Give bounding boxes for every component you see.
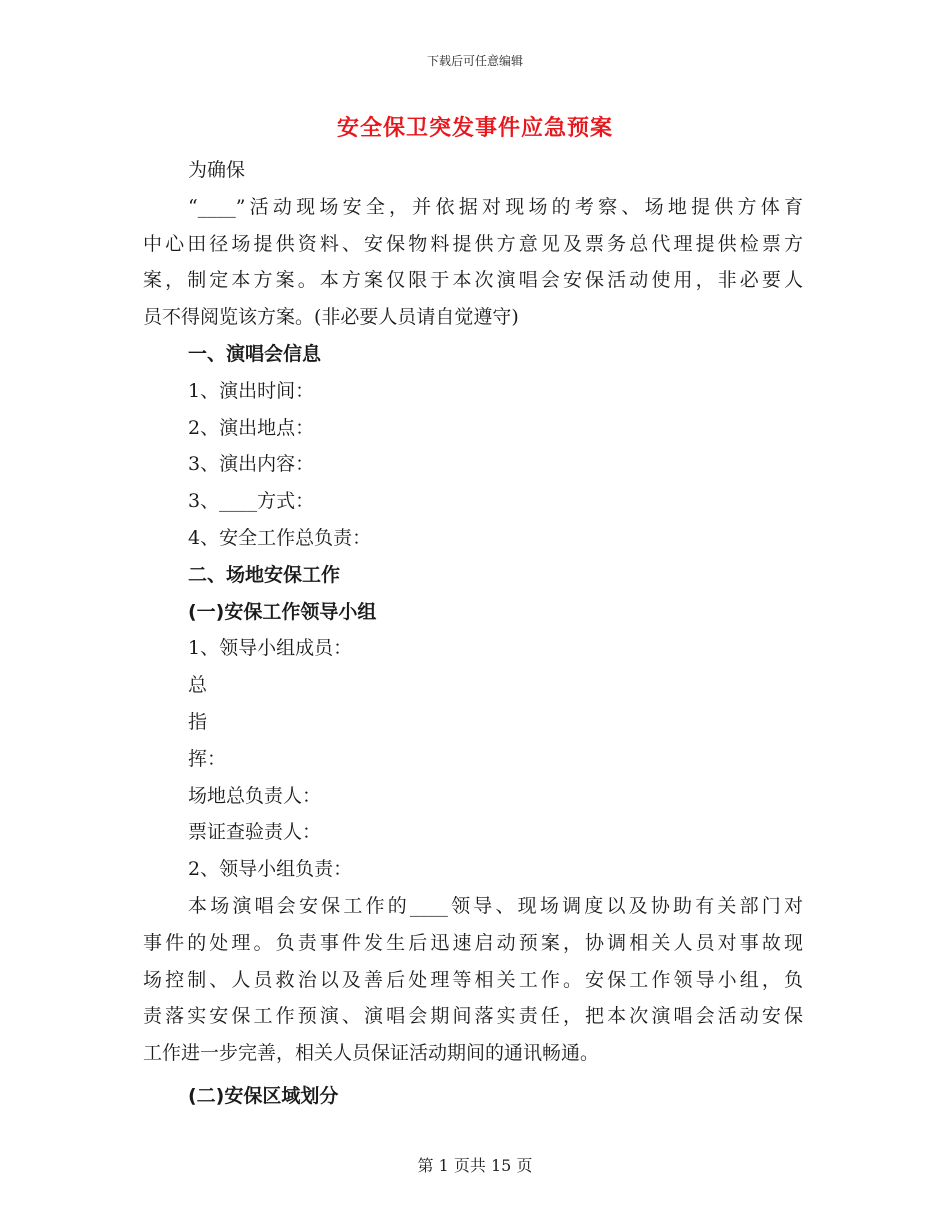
subsection-heading: (一)安保工作领导小组 bbox=[188, 600, 377, 623]
subsection-heading: (二)安保区域划分 bbox=[188, 1084, 339, 1107]
page-header: 下载后可任意编辑 bbox=[426, 54, 523, 68]
list-item: 3、____方式： bbox=[188, 490, 315, 513]
paragraph-line: 指 bbox=[188, 710, 208, 733]
section-heading: 二、场地安保工作 bbox=[188, 563, 341, 586]
paragraph-line: 案，制定本方案。本方案仅限于本次演唱会安保活动使用，非必要人 bbox=[143, 269, 803, 292]
list-item: 2、演出地点： bbox=[188, 416, 315, 439]
page-footer: 第 1 页共 15 页 bbox=[417, 1156, 533, 1175]
paragraph-line: 场控制、人员救治以及善后处理等相关工作。安保工作领导小组，负 bbox=[143, 968, 803, 991]
paragraph-line: 工作进一步完善，相关人员保证活动期间的通讯畅通。 bbox=[143, 1042, 600, 1065]
paragraph-line: 中心田径场提供资料、安保物料提供方意见及票务总代理提供检票方 bbox=[143, 232, 803, 255]
list-item: 4、安全工作总负责： bbox=[188, 526, 372, 549]
list-item: 1、演出时间： bbox=[188, 379, 315, 402]
document-title: 安全保卫突发事件应急预案 bbox=[336, 116, 613, 141]
list-item: 3、演出内容： bbox=[188, 453, 315, 476]
paragraph-line: 挥： bbox=[188, 747, 227, 770]
paragraph-line: 票证查验责人： bbox=[188, 821, 322, 844]
paragraph-line: 事件的处理。负责事件发生后迅速启动预案，协调相关人员对事故现 bbox=[143, 931, 803, 954]
section-heading: 一、演唱会信息 bbox=[188, 342, 322, 365]
list-item: 2、领导小组负责： bbox=[188, 858, 353, 881]
paragraph-line: “____”活动现场安全，并依据对现场的考察、场地提供方体育 bbox=[188, 195, 803, 218]
paragraph-line: 场地总负责人： bbox=[188, 784, 322, 807]
paragraph-line: 总 bbox=[188, 674, 208, 697]
document-body bbox=[143, 152, 803, 1115]
paragraph-line: 本场演唱会安保工作的____领导、现场调度以及协助有关部门对 bbox=[188, 894, 803, 917]
paragraph-line: 责落实安保工作预演、演唱会期间落实责任，把本次演唱会活动安保 bbox=[143, 1005, 803, 1028]
list-item: 1、领导小组成员： bbox=[188, 637, 353, 660]
paragraph-line: 员不得阅览该方案。(非必要人员请自觉遵守) bbox=[143, 306, 519, 329]
paragraph-line: 为确保 bbox=[188, 159, 246, 181]
